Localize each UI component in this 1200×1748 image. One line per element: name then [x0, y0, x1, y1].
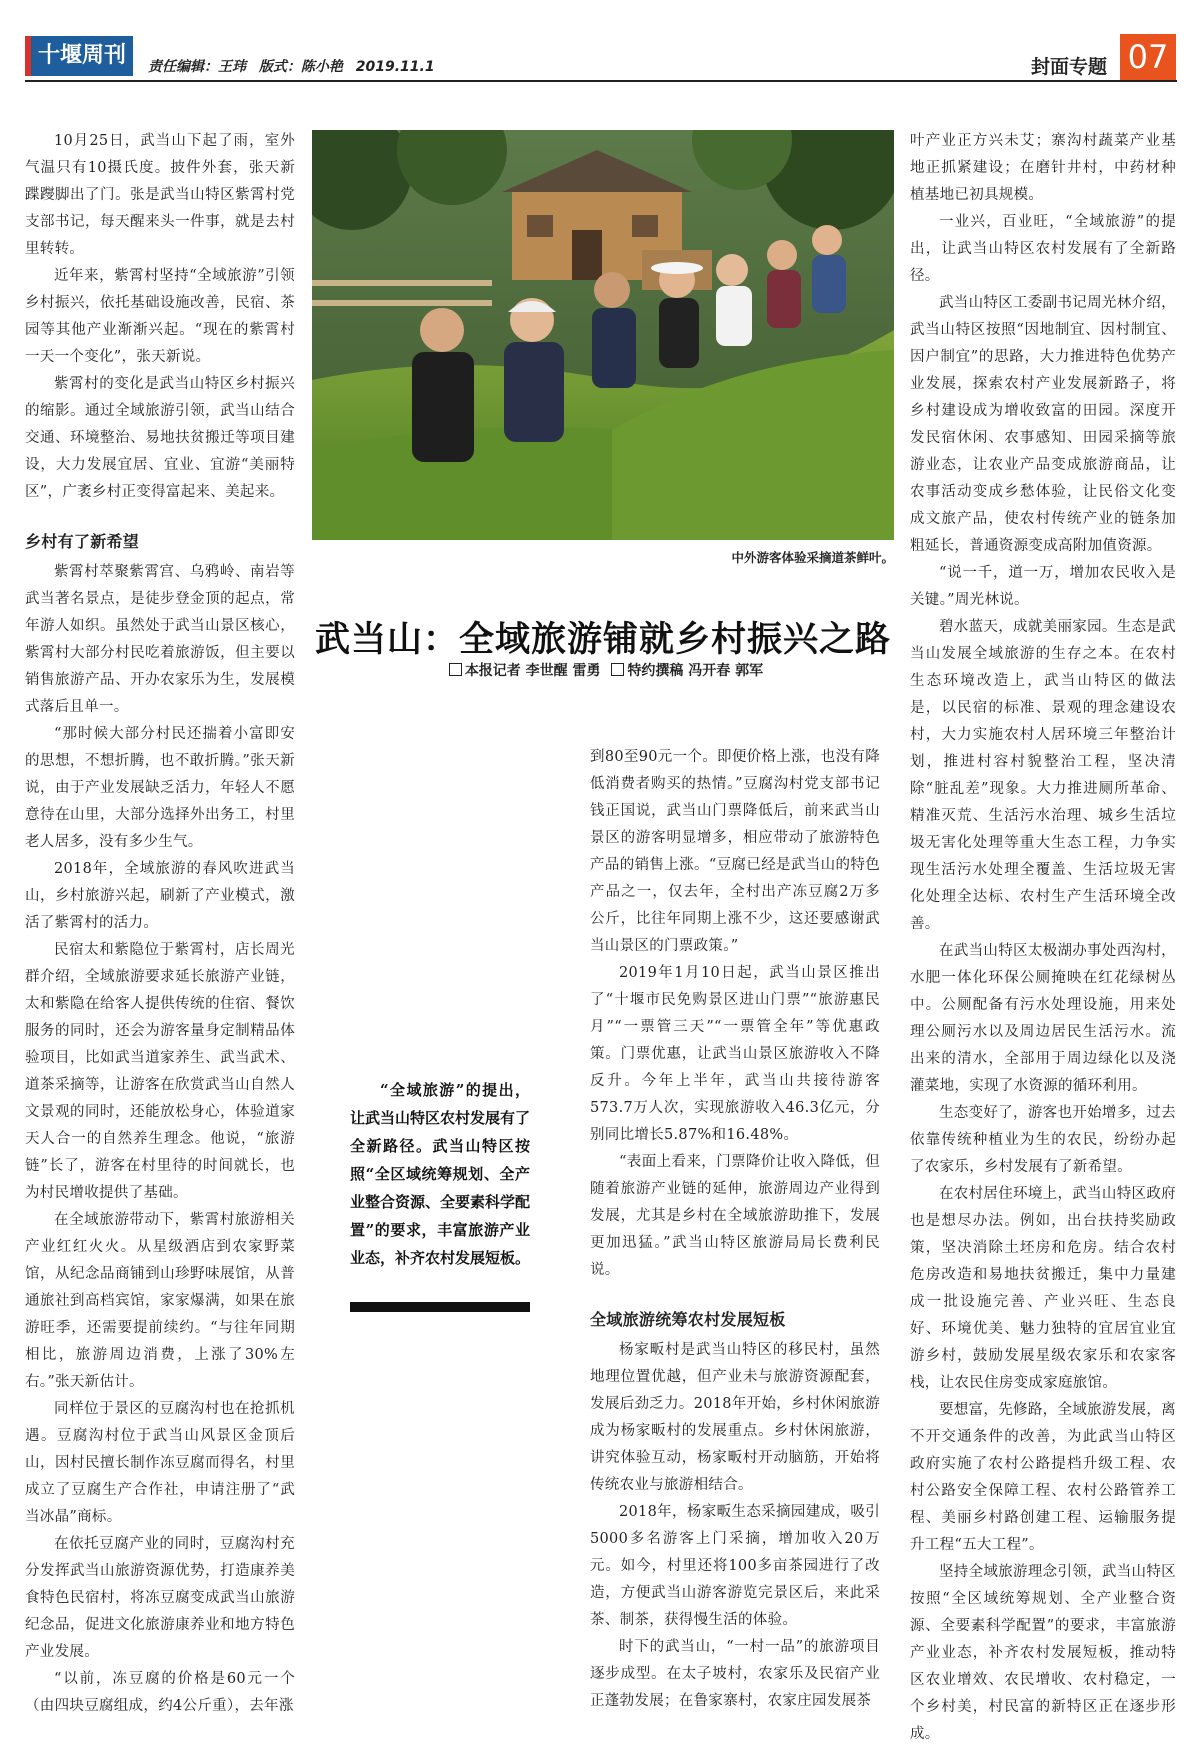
paragraph: 一业兴，百业旺，“全域旅游”的提出，让武当山特区农村发展有了全新路径。: [910, 214, 1176, 284]
paragraph: “那时候大部分村民还揣着小富即安的思想，不想折腾，也不敢折腾。”张天新说，由于产业发展缺乏活力，年轻人不愿意待在山里，大部分选择外出务工，村里老人居多，没有多少生气。: [25, 726, 295, 850]
paragraph: 紫霄村的变化是武当山特区乡村振兴的缩影。通过全域旅游引领，武当山结合交通、环境整治、易地扶贫搬迁等项目建设，大力发展宜居、宜业、宜游“美丽特区”，广袤乡村正变得富起来、美起来。: [25, 376, 295, 500]
paragraph: 武当山特区工委副书记周光林介绍，武当山特区按照“因地制宜、因村制宜、因户制宜”的思路，大力推进特色优势产业发展，探索农村产业发展新路子，将乡村建设成为增收致富的田园。深度开发民宿休闲、农事感知、田园采摘等旅游业态，让农业产品变成旅游商品，让农事活动变成乡愁体验，让民俗文化变成文旅产品，使农村传统产业的链条加粗延长，普通资源变成高附加值资源。: [910, 295, 1176, 554]
issue-date: 2019.11.1: [355, 59, 435, 75]
column-left: [25, 128, 295, 1720]
paragraph: 在依托豆腐产业的同时，豆腐沟村充分发挥武当山旅游资源优势，打造康养美食特色民宿村，将冻豆腐变成武当山旅游纪念品，促进文化旅游康养业和地方特色产业发展。: [25, 1536, 295, 1660]
paragraph: 在全域旅游带动下，紫霄村旅游相关产业红红火火。从星级酒店到农家野菜馆，从纪念品商铺到山珍野味展馆，从普通旅社到高档宾馆，家家爆满，如果在旅游旺季，还需要提前续约。“与往年同期相比，旅游周边消费，上涨了30%左右。”张天新估计。: [25, 1212, 295, 1390]
paragraph: 在农村居住环境上，武当山特区政府也是想尽办法。例如，出台扶持奖励政策，坚决消除土坯房和危房。结合农村危房改造和易地扶贫搬迁，集中力量建成一批设施完善、产业兴旺、生态良好、环境优美、魅力独特的宜居宜业宜游乡村，鼓励发展星级农家乐和农家客栈，让农民住房变成家庭旅馆。: [910, 1186, 1176, 1391]
pull-quote-text: “全域旅游”的提出，让武当山特区农村发展有了全新路径。武当山特区按照“全区域统筹规划、全产业整合资源、全要素科学配置”的要求，丰富旅游产业业态，补齐农村发展短板。: [350, 1081, 531, 1267]
paragraph: 民宿太和紫隐位于紫霄村，店长周光群介绍，全域旅游要求延长旅游产业链，太和紫隐在给客人提供传统的住宿、餐饮服务的同时，还会为游客量身定制精品体验项目，比如武当道家养生、武当武术、道茶采摘等，让游客在欣赏武当山自然人文景观的同时，还能放松身心，体验道家天人合一的自然养生理念。他说，“旅游链”长了，游客在村里待的时间就长，也为村民增收提供了基础。: [25, 942, 295, 1201]
paragraph: “说一千，道一万，增加农民收入是关键。”周光林说。: [910, 565, 1176, 608]
paragraph: 要想富，先修路，全域旅游发展，离不开交通条件的改善，为此武当山特区政府实施了农村公路提档升级工程、农村公路安全保障工程、农村公路管养工程、美丽乡村路创建工程、运输服务提升工程“五大工程”。: [910, 1402, 1176, 1553]
paragraph: 坚持全域旅游理念引领，武当山特区按照“全区域统筹规划、全产业整合资源、全要素科学配置”的要求，丰富旅游产业业态，补齐农村发展短板，推动特区农业增效、农民增收、农村稳定，一个乡村美，村民富的新特区正在逐步形成。: [910, 1564, 1176, 1742]
article-headline: 武当山：全域旅游铺就乡村振兴之路: [314, 620, 891, 660]
subheading-rural-development: 全域旅游统筹农村发展短板: [590, 1310, 786, 1329]
paragraph: 同样位于景区的豆腐沟村也在抢抓机遇。豆腐沟村位于武当山风景区金顶后山，因村民擅长制作冻豆腐而得名，村里成立了豆腐生产合作社，申请注册了“武当冰晶”商标。: [25, 1401, 295, 1525]
paragraph: 2018年，杨家畈生态采摘园建成，吸引5000多名游客上门采摘，增加收入20万元。如今，村里还将100多亩茶园进行了改造，方便武当山游客游览完景区后，来此采茶、制茶，获得慢生活的体验。: [590, 1504, 880, 1628]
column-right: [910, 128, 1176, 1748]
article-photo: [312, 130, 894, 540]
column-middle: [590, 744, 880, 1715]
paragraph: 生态变好了，游客也开始增多，过去依靠传统种植业为生的农民，纷纷办起了农家乐，乡村发展有了新希望。: [910, 1105, 1176, 1175]
section-label: 封面专题: [1031, 56, 1108, 78]
paragraph: 到80至90元一个。即便价格上涨，也没有降低消费者购买的热情。”豆腐沟村党支部书记钱正国说，武当山门票降低后，前来武当山景区的游客明显增多，相应带动了旅游特色产品的销售上涨。“豆腐已经是武当山的特色产品之一，仅去年，全村出产冻豆腐2万多公斤，比往年同期上涨不少，这还要感谢武当山景区的门票政策。”: [590, 749, 880, 954]
paragraph: “表面上看来，门票降价让收入降低，但随着旅游产业链的延伸，旅游周边产业得到发展，尤其是乡村在全域旅游助推下，发展更加迅猛。”武当山特区旅游局局长费利民说。: [590, 1154, 880, 1278]
byline-box-icon: [449, 663, 462, 676]
header-divider: [25, 80, 1177, 82]
designer-name: 版式：陈小艳: [258, 59, 343, 75]
byline-reporters: 本报记者 李世醒 雷勇: [464, 663, 601, 679]
byline-contributors: 特约撰稿 冯开春 郭军: [627, 663, 764, 679]
paragraph: 2018年，全域旅游的春风吹进武当山，乡村旅游兴起，刷新了产业模式，激活了紫霄村的活力。: [25, 861, 295, 931]
editor-name: 责任编辑：王玮: [148, 59, 246, 75]
paragraph: 10月25日，武当山下起了雨，室外气温只有10摄氏度。披件外套，张天新蹀躞脚出了门。张是武当山特区紫霄村党支部书记，每天醒来头一件事，就是去村里转转。: [25, 133, 295, 257]
paragraph: 杨家畈村是武当山特区的移民村，虽然地理位置优越，但产业未与旅游资源配套，发展后劲乏力。2018年开始，乡村休闲旅游成为杨家畈村的发展重点。乡村休闲旅游，讲究体验互动，杨家畈村开动脑筋，开始将传统农业与旅游相结合。: [590, 1342, 880, 1493]
page-number-badge: 07: [1120, 34, 1176, 80]
paragraph: 叶产业正方兴未艾；寨沟村蔬菜产业基地正抓紧建设；在磨针井村，中药材种植基地已初具规模。: [910, 133, 1176, 203]
pull-quote: [350, 1076, 530, 1272]
editor-credits: [148, 56, 443, 76]
paragraph: 在武当山特区太极湖办事处西沟村，水肥一体化环保公厕掩映在红花绿树丛中。公厕配备有污水处理设施，用来处理公厕污水以及周边居民生活污水。流出来的清水，全部用于周边绿化以及浇灌菜地，实现了水资源的循环利用。: [910, 943, 1176, 1094]
paragraph: 2019年1月10日起，武当山景区推出了“十堰市民免购景区进山门票”“旅游惠民月”“一票管三天”“一票管全年”等优惠政策。门票优惠，让武当山景区旅游收入不降反升。今年上半年，武当山共接待游客573.7万人次，实现旅游收入46.3亿元，分别同比增长5.87%和16.48%。: [590, 965, 880, 1143]
paragraph: “以前，冻豆腐的价格是60元一个（由四块豆腐组成，约4公斤重），去年涨: [25, 1671, 295, 1714]
paragraph: 紫霄村萃聚紫霄宫、乌鸦岭、南岩等武当著名景点，是徒步登金顶的起点，常年游人如织。虽然处于武当山景区核心，紫霄村大部分村民吃着旅游饭，但主要以销售旅游产品、开办农家乐为生，发展模式落后且单一。: [25, 564, 295, 715]
byline-box-icon: [611, 663, 624, 676]
subheading-new-hope: 乡村有了新希望: [25, 532, 140, 551]
photo-caption: 中外游客体验采摘道茶鲜叶。: [731, 550, 894, 565]
paragraph: 时下的武当山，“一村一品”的旅游项目逐步成型。在太子坡村，农家乐及民宿产业正蓬勃发展；在鲁家寨村，农家庄园发展茶: [590, 1639, 880, 1709]
paragraph: 碧水蓝天，成就美丽家园。生态是武当山发展全域旅游的生存之本。在农村生态环境改造上，武当山特区的做法是，以民宿的标准、景观的理念建设农村，大力实施农村人居环境三年整治计划，推进村容村貌整治工程，坚决清除“脏乱差”现象。大力推进厕所革命、精准灭荒、生活污水治理、城乡生活垃圾无害化处理等重大生态工程，力争实现生活污水处理全覆盖、生活垃圾无害化处理全达标、农村生产生活环境全改善。: [910, 619, 1176, 932]
byline: [312, 660, 894, 680]
pull-quote-bar: [350, 1302, 530, 1312]
masthead-logo: 十堰周刊: [25, 36, 133, 76]
tea-picking-photo: [312, 130, 894, 540]
paragraph: 近年来，紫霄村坚持“全域旅游”引领乡村振兴，依托基础设施改善，民宿、茶园等其他产业渐渐兴起。“现在的紫霄村一天一个变化”，张天新说。: [25, 268, 295, 365]
